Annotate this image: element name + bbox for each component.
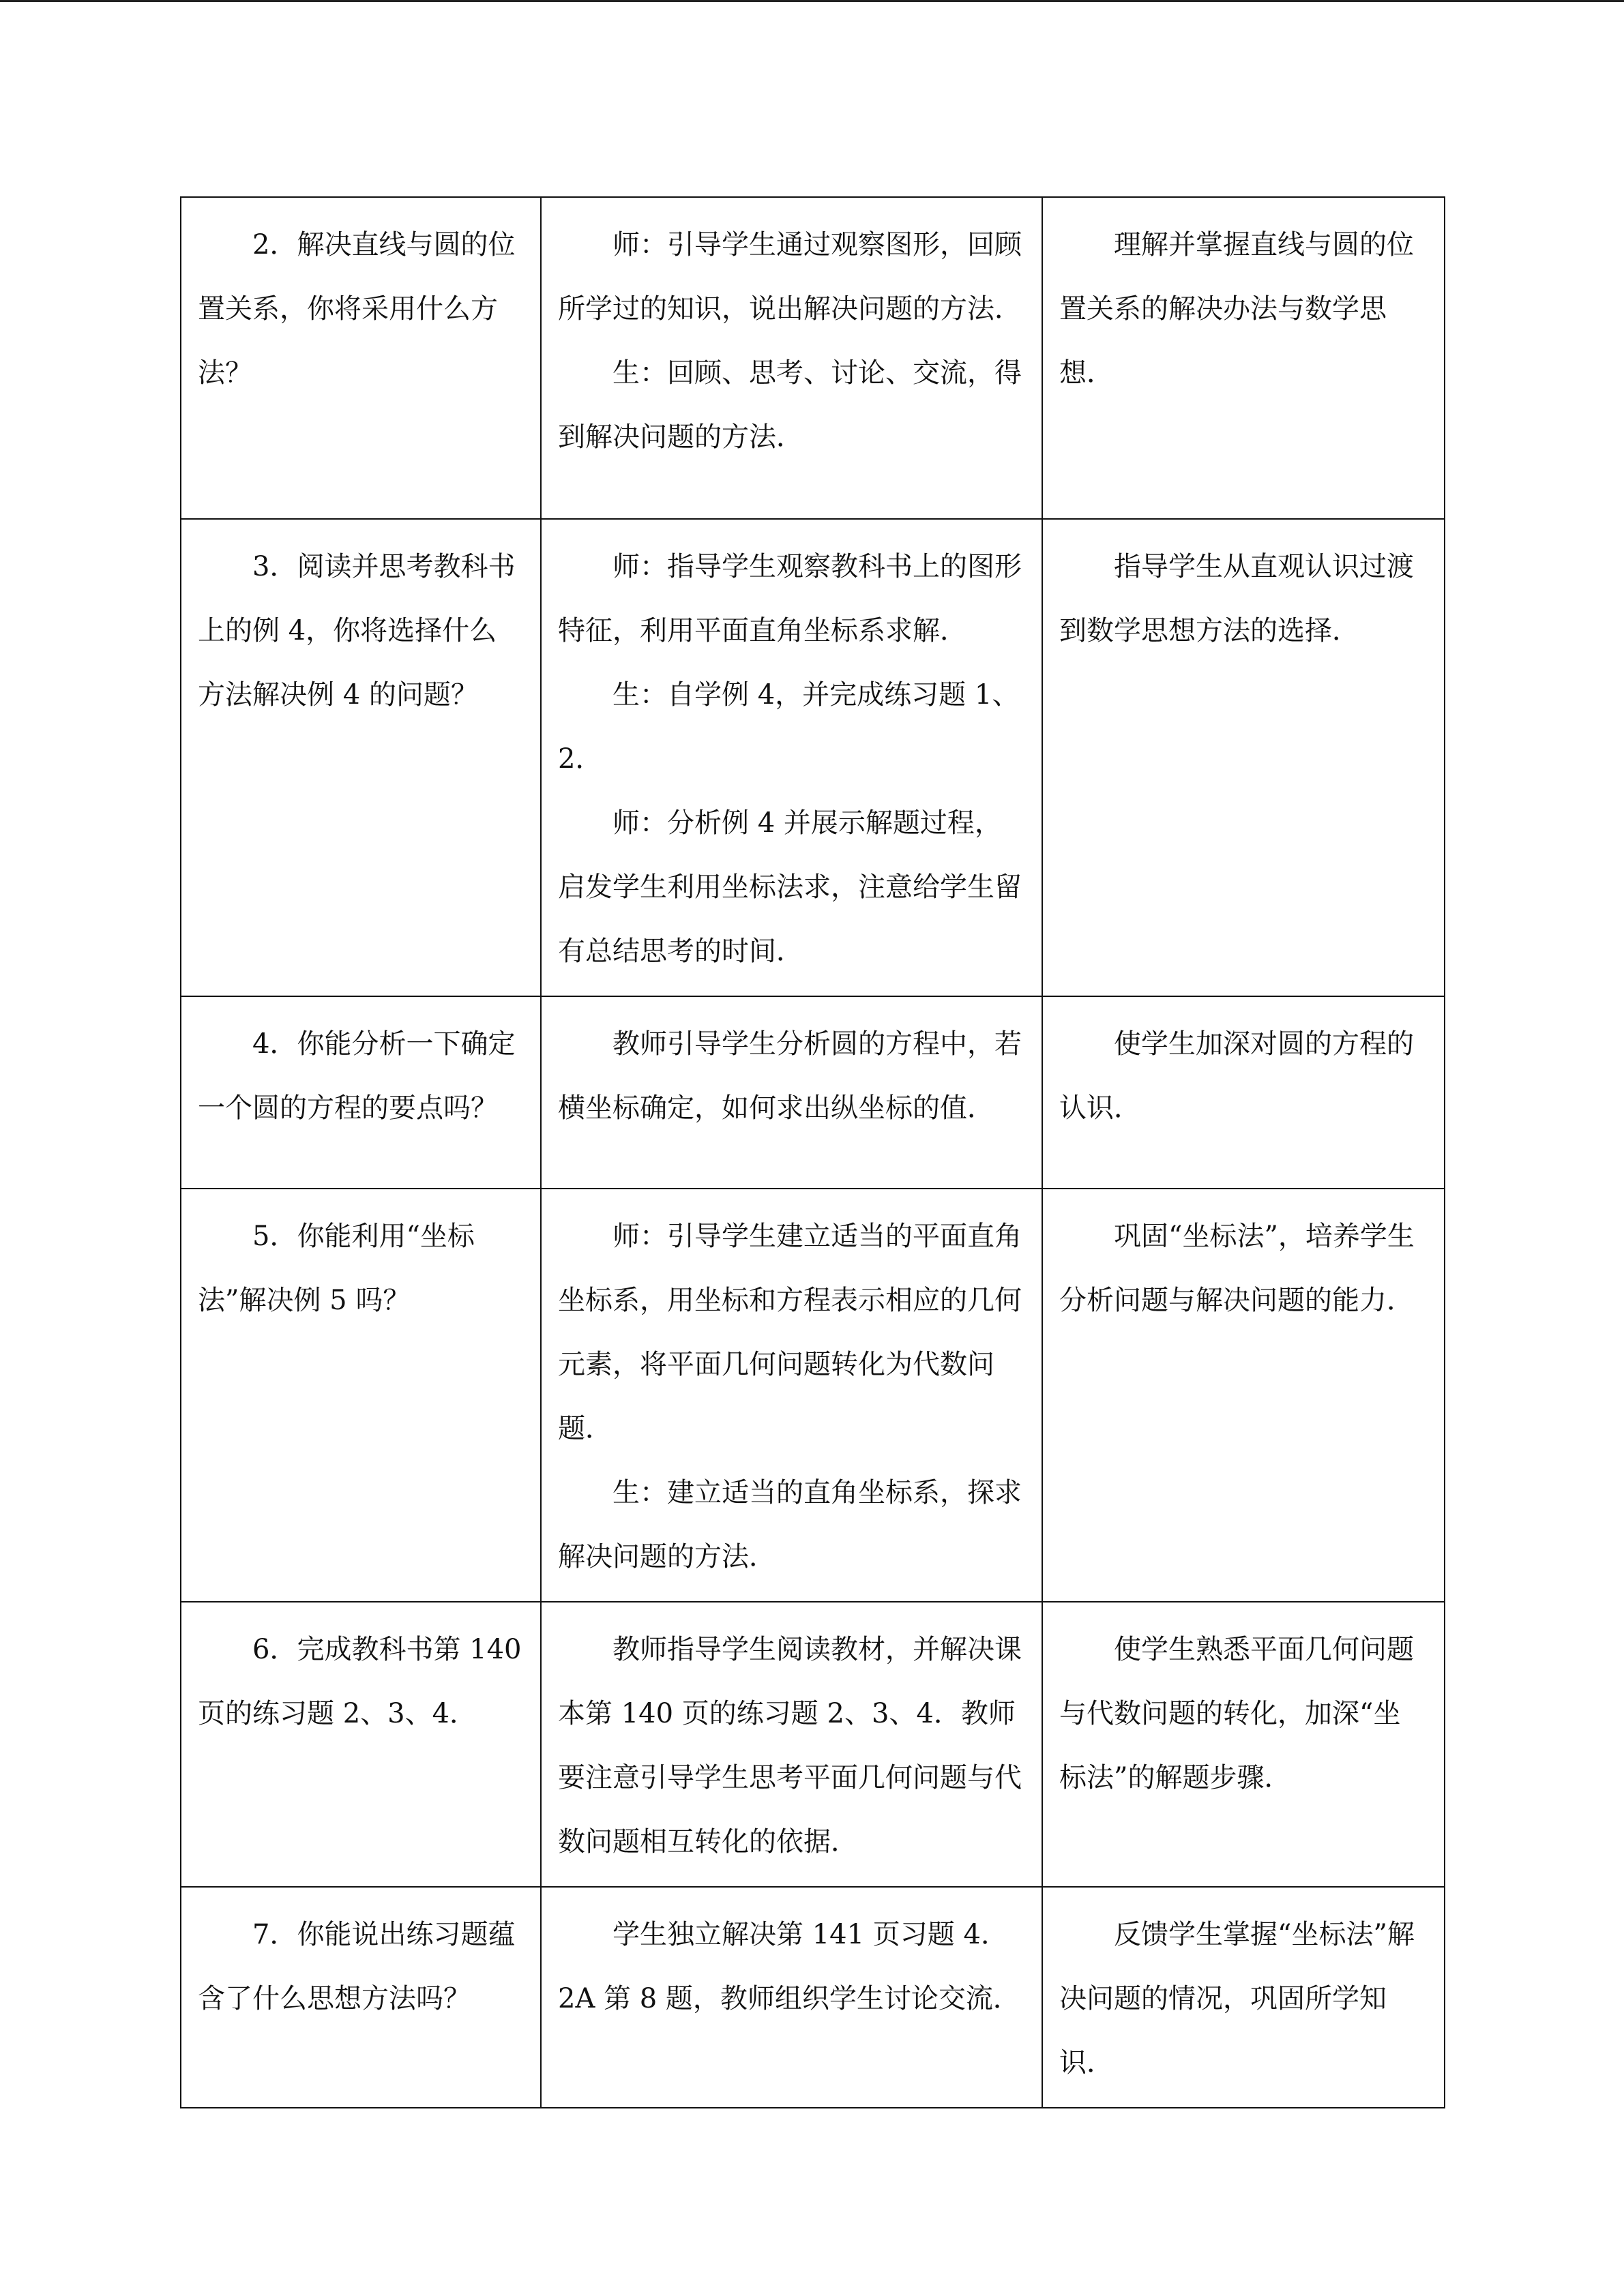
question-text: 5．你能利用“坐标法”解决例 5 吗？ <box>198 1221 475 1316</box>
question-text: 3．阅读并思考教科书上的例 4，你将选择什么方法解决例 4 的问题？ <box>198 551 516 711</box>
table-row <box>181 1602 1445 1887</box>
activity-cell <box>541 519 1042 996</box>
question-cell <box>181 519 541 996</box>
purpose-cell <box>1042 996 1445 1189</box>
activity-cell <box>541 197 1042 519</box>
activity-paragraph: 师：引导学生建立适当的平面直角坐标系，用坐标和方程表示相应的几何元素，将平面几何问题转化为代数问题． <box>558 1221 1022 1444</box>
purpose-text: 指导学生从直观认识过渡到数学思想方法的选择． <box>1059 551 1414 646</box>
table-row <box>181 519 1445 996</box>
activity-paragraph: 教师指导学生阅读教材，并解决课本第 140 页的练习题 2、3、4．教师要注意引导学生思考平面几何问题与代数问题相互转化的依据． <box>558 1634 1022 1858</box>
purpose-text: 反馈学生掌握“坐标法”解决问题的情况，巩固所学知识． <box>1059 1919 1415 2078</box>
question-cell <box>181 1887 541 2108</box>
activity-cell <box>541 1887 1042 2108</box>
activity-paragraph: 生：回顾、思考、讨论、交流，得到解决问题的方法． <box>558 357 1022 453</box>
purpose-cell <box>1042 1189 1445 1602</box>
question-text: 6．完成教科书第 140 页的练习题 2、3、4． <box>198 1634 522 1729</box>
table-row <box>181 197 1445 519</box>
activity-paragraph: 生：建立适当的直角坐标系，探求解决问题的方法． <box>558 1477 1022 1572</box>
question-cell <box>181 996 541 1189</box>
activity-paragraph: 师：引导学生通过观察图形，回顾所学过的知识，说出解决问题的方法． <box>558 229 1022 325</box>
page-top-border <box>0 0 1624 2</box>
activity-paragraph: 师：指导学生观察教科书上的图形特征，利用平面直角坐标系求解． <box>558 551 1022 646</box>
activity-paragraph: 师：分析例 4 并展示解题过程，启发学生利用坐标法求，注意给学生留有总结思考的时间． <box>558 807 1022 967</box>
question-cell <box>181 197 541 519</box>
activity-cell <box>541 1189 1042 1602</box>
question-text: 7．你能说出练习题蕴含了什么思想方法吗？ <box>198 1919 516 2014</box>
lesson-plan-table <box>180 196 1445 2108</box>
activity-cell <box>541 1602 1042 1887</box>
question-cell <box>181 1602 541 1887</box>
activity-paragraph: 生：自学例 4，并完成练习题 1、2． <box>558 679 1020 775</box>
activity-paragraph: 学生独立解决第 141 页习题 4．2A 第 8 题，教师组织学生讨论交流． <box>558 1919 1020 2014</box>
question-cell <box>181 1189 541 1602</box>
activity-cell <box>541 996 1042 1189</box>
table-row <box>181 996 1445 1189</box>
purpose-cell <box>1042 1887 1445 2108</box>
question-text: 2．解决直线与圆的位置关系，你将采用什么方法？ <box>198 229 516 389</box>
purpose-cell <box>1042 519 1445 996</box>
purpose-cell <box>1042 197 1445 519</box>
question-text: 4．你能分析一下确定一个圆的方程的要点吗？ <box>198 1028 516 1124</box>
purpose-text: 巩固“坐标法”，培养学生分析问题与解决问题的能力． <box>1059 1221 1415 1316</box>
table-row <box>181 1189 1445 1602</box>
purpose-cell <box>1042 1602 1445 1887</box>
purpose-text: 使学生加深对圆的方程的认识． <box>1059 1028 1414 1124</box>
purpose-text: 理解并掌握直线与圆的位置关系的解决办法与数学思想． <box>1059 229 1414 389</box>
purpose-text: 使学生熟悉平面几何问题与代数问题的转化，加深“坐标法”的解题步骤． <box>1059 1634 1414 1793</box>
table-row <box>181 1887 1445 2108</box>
activity-paragraph: 教师引导学生分析圆的方程中，若横坐标确定，如何求出纵坐标的值． <box>558 1028 1022 1124</box>
